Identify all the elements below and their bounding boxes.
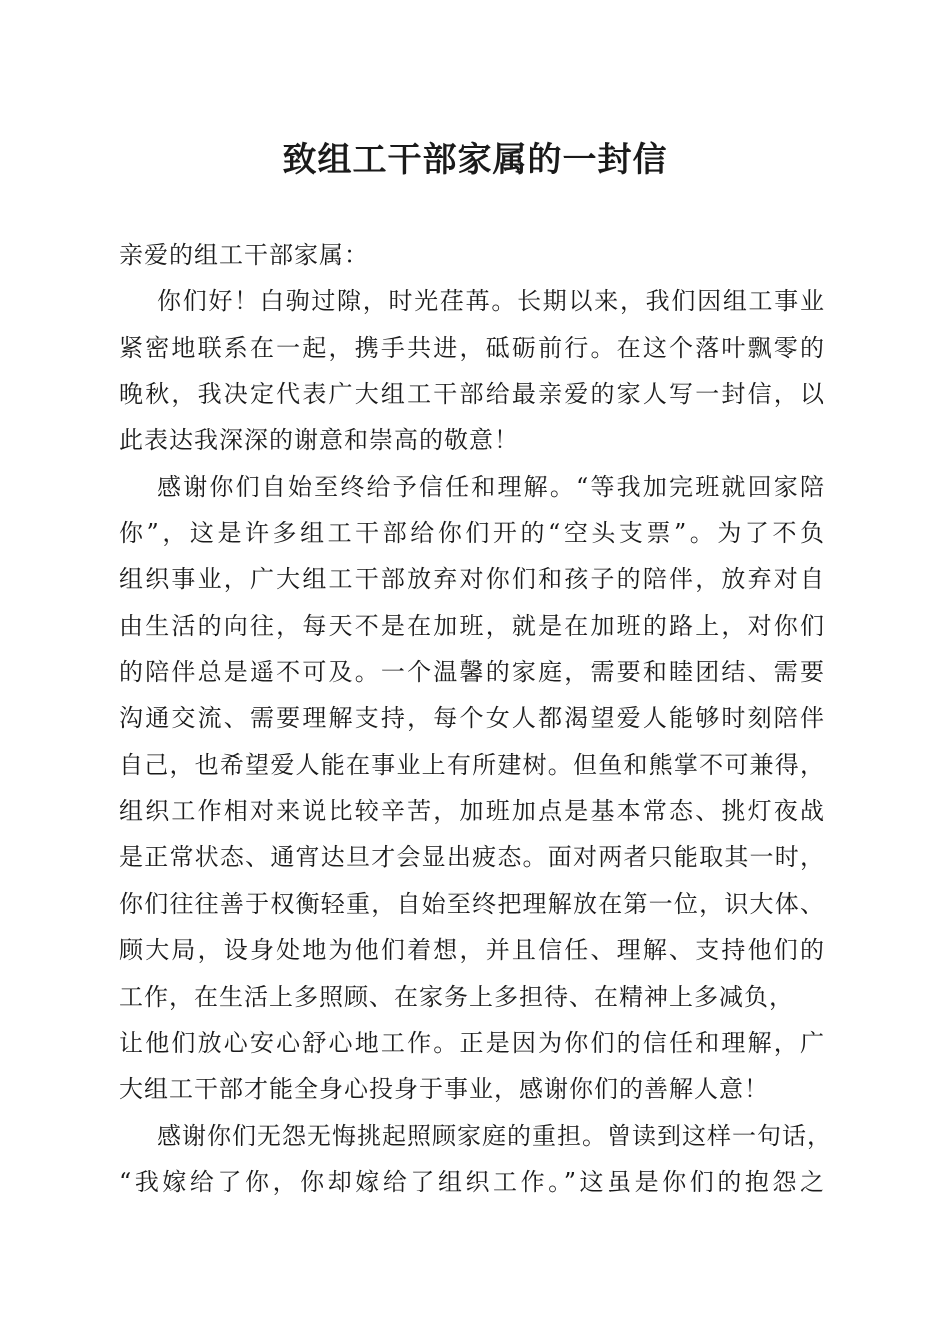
text-line: 你们往往善于权衡轻重，自始至终把理解放在第一位，识大体、 bbox=[119, 889, 825, 918]
text-line: 感谢你们自始至终给予信任和理解。“等我加完班就回家陪 bbox=[157, 472, 825, 501]
text-line: 感谢你们无怨无悔挑起照顾家庭的重担。曾读到这样一句话， bbox=[157, 1121, 832, 1150]
text-line: 由生活的向往，每天不是在加班，就是在加班的路上，对你们 bbox=[119, 611, 825, 640]
text-line: 让他们放心安心舒心地工作。正是因为你们的信任和理解，广 bbox=[119, 1028, 825, 1057]
text-line: 大组工干部才能全身心投身于事业，感谢你们的善解人意！ bbox=[119, 1075, 769, 1104]
text-line: 你”，这是许多组工干部给你们开的“空头支票”。为了不负 bbox=[119, 519, 825, 548]
text-line: 是正常状态、通宵达旦才会显出疲态。面对两者只能取其一时， bbox=[119, 843, 825, 872]
text-line: 组织事业，广大组工干部放弃对你们和孩子的陪伴，放弃对自 bbox=[119, 565, 825, 594]
letter-body bbox=[119, 232, 832, 1205]
text-line: 紧密地联系在一起，携手共进，砥砺前行。在这个落叶飘零的 bbox=[119, 333, 825, 362]
text-line: 沟通交流、需要理解支持，每个女人都渴望爱人能够时刻陪伴 bbox=[119, 704, 825, 733]
text-line: 你们好！白驹过隙，时光荏苒。长期以来，我们因组工事业 bbox=[157, 287, 825, 316]
text-line: 工作，在生活上多照顾、在家务上多担待、在精神上多减负， bbox=[119, 982, 794, 1011]
text-line: “我嫁给了你，你却嫁给了组织工作。”这虽是你们的抱怨之 bbox=[119, 1167, 825, 1196]
text-line: 自己，也希望爱人能在事业上有所建树。但鱼和熊掌不可兼得， bbox=[119, 750, 825, 779]
text-line: 组织工作相对来说比较辛苦，加班加点是基本常态、挑灯夜战 bbox=[119, 797, 825, 826]
text-line: 顾大局，设身处地为他们着想，并且信任、理解、支持他们的 bbox=[119, 936, 825, 965]
salutation: 亲爱的组工干部家属： bbox=[119, 241, 369, 269]
text-line: 此表达我深深的谢意和崇高的敬意！ bbox=[119, 426, 519, 455]
text-line: 的陪伴总是遥不可及。一个温馨的家庭，需要和睦团结、需要 bbox=[119, 658, 825, 687]
letter-title: 致组工干部家属的一封信 bbox=[282, 140, 668, 180]
text-line: 晚秋，我决定代表广大组工干部给最亲爱的家人写一封信，以 bbox=[119, 380, 825, 409]
